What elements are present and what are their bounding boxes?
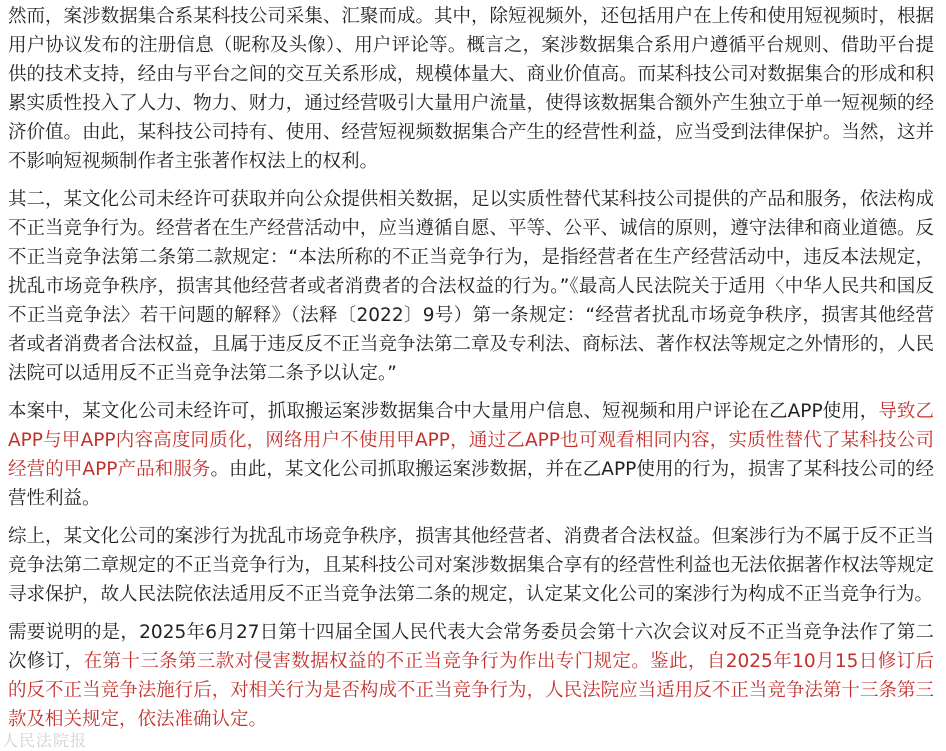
paragraph-1 [8, 2, 934, 176]
paragraph-text: 需要说明的是，2025年6月27日第十四届全国人民代表大会常务委员会第十六次会议对反不正当竞争法作了第二次修订， [8, 622, 934, 672]
paragraph-text: 本案中，某文化公司未经许可，抓取搬运案涉数据集合中大量用户信息、短视频和用户评论在乙APP使用， [8, 401, 879, 422]
paragraph-text: 然而，案涉数据集合系某科技公司采集、汇聚而成。其中，除短视频外，还包括用户在上传和使用短视频时，根据用户协议发布的注册信息（昵称及头像）、用户评论等。概言之，案涉数据集合系用户遵循平台规则、借助平台提供的技术支持，经由与平台之间的交互关系形成，规模体量大、商业价值高。而某科技公司对数据集合的形成和积累实质性投入了人力、物力、财力，通过经营吸引大量用户流量，使得该数据集合额外产生独立于单一短视频的经济价值。由此，某科技公司持有、使用、经营短视频数据集合产生的经营性利益，应当受到法律保护。当然，这并不影响短视频制作者主张著作权法上的权利。 [8, 6, 934, 172]
paragraph-text: 。由此，某文化公司抓取搬运案涉数据，并在乙APP使用的行为，损害了某科技公司的经营性利益。 [8, 459, 934, 509]
paragraph-2 [8, 185, 934, 388]
highlighted-text: 在第十三条第三款对侵害数据权益的不正当竞争行为作出专门规定。鉴此，自2025年10月15日修订后的反不正当竞争法施行后，对相关行为是否构成不正当竞争行为，人民法院应当适用反不正当竞争法第十三条第三款及相关规定，依法准确认定。 [8, 651, 934, 730]
paragraph-3 [8, 397, 934, 513]
article-body [8, 2, 934, 743]
source-watermark: 人民法院报 [2, 731, 88, 750]
paragraph-4 [8, 522, 934, 609]
highlighted-text: 导致乙APP与甲APP内容高度同质化，网络用户不使用甲APP，通过乙APP也可观看相同内容，实质性替代了某科技公司经营的甲APP产品和服务 [8, 401, 934, 480]
paragraph-5 [8, 618, 934, 734]
paragraph-text: 综上，某文化公司的案涉行为扰乱市场竞争秩序，损害其他经营者、消费者合法权益。但案涉行为不属于反不正当竞争法第二章规定的不正当竞争行为，且某科技公司对案涉数据集合享有的经营性利益也无法依据著作权法等规定寻求保护，故人民法院依法适用反不正当竞争法第二条的规定，认定某文化公司的案涉行为构成不正当竞争行为。 [8, 526, 934, 605]
paragraph-text: 其二，某文化公司未经许可获取并向公众提供相关数据，足以实质性替代某科技公司提供的产品和服务，依法构成不正当竞争行为。经营者在生产经营活动中，应当遵循自愿、平等、公平、诚信的原则，遵守法律和商业道德。反不正当竞争法第二条第二款规定：“本法所称的不正当竞争行为，是指经营者在生产经营活动中，违反本法规定，扰乱市场竞争秩序，损害其他经营者或者消费者的合法权益的行为。”《最高人民法院关于适用〈中华人民共和国反不正当竞争法〉若干问题的解释》（法释〔2022〕9号）第一条规定：“经营者扰乱市场竞争秩序，损害其他经营者或者消费者合法权益，且属于违反反不正当竞争法第二章及专利法、商标法、著作权法等规定之外情形的，人民法院可以适用反不正当竞争法第二条予以认定。” [8, 189, 934, 384]
